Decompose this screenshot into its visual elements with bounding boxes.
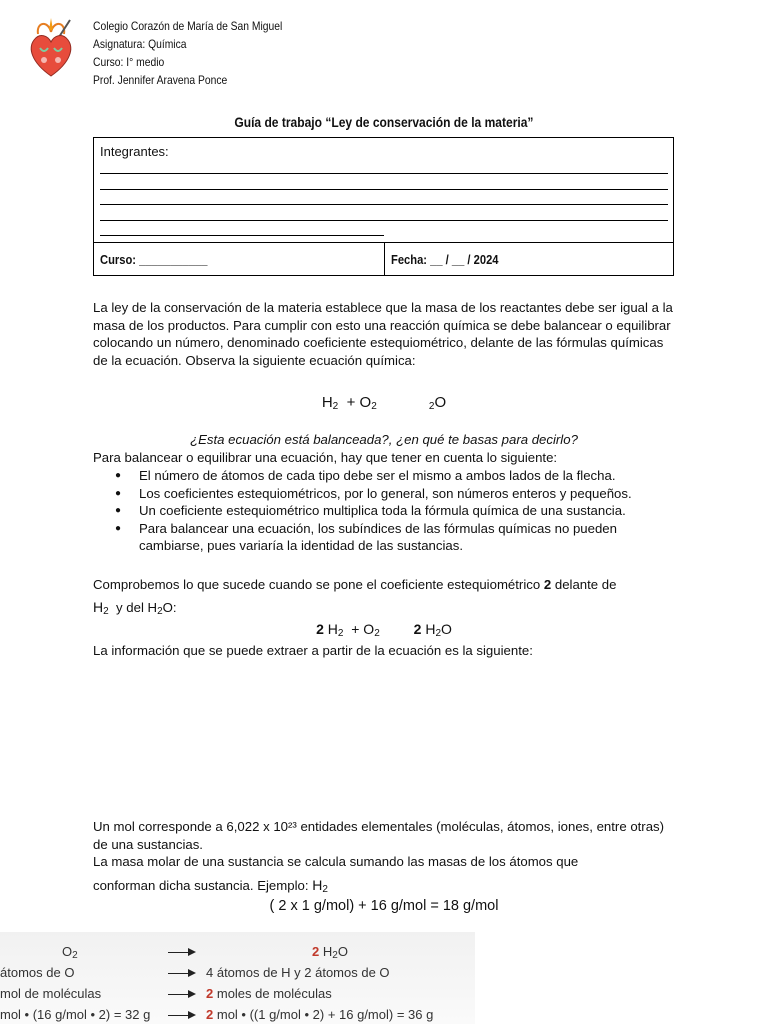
question: ¿Esta ecuación está balanceada?, ¿en qué te basas para decirlo? [190,432,578,447]
figure-right: 2 moles de moléculas [206,986,332,1001]
figure-left: átomos de O [0,965,75,980]
info-paragraph: La información que se puede extraer a partir de la ecuación es la siguiente: [93,643,533,658]
members-line[interactable] [100,189,668,190]
molar-paragraph-2: conforman dicha sustancia. Ejemplo: $H_2$ [93,877,328,895]
equation-figure [0,932,475,1024]
table-divider [384,242,385,275]
members-line[interactable] [100,220,668,221]
arrow-icon [168,994,194,995]
list-item: ● Para balancear una ecuación, los subíndices de las fórmulas químicas no pueden cambiarse, pues variaría la identidad de las sustancias. [115,520,685,555]
arrow-icon [168,973,194,974]
equation-unbalanced: $H_2 + O_2$ $_2$O [321,394,447,412]
figure-right: 2 mol • ((1 g/mol • 2) + 16 g/mol) = 36 g [206,1007,434,1022]
teacher: Prof. Jennifer Aravena Ponce [93,73,228,87]
figure-left: $O_2$ [62,944,78,961]
page-title: Guía de trabajo “Ley de conservación de la materia” [234,114,534,130]
members-table [93,137,674,276]
school-name: Colegio Corazón de María de San Miguel [93,19,283,33]
molar-calculation: ( 2 x 1 g/mol) + 16 g/mol = 18 g/mol [269,898,499,914]
intro-paragraph: La ley de la conservación de la materia establece que la masa de los reactantes debe ser igual a la masa de los productos. Para cumplir con esto una reacción química se debe balancear o equilibrar colocando un número, denominado coeficiente estequiométrico, delante de las fórmulas químicas de la ecuación. Observa la siguiente ecuación química: [93,300,673,368]
equation-balanced: 2 $H_2 + O_2$ 2 $H_2O$ [316,621,452,639]
list-item: ● Un coeficiente estequiométrico multiplica toda la fórmula química de una sustancia. [115,502,685,520]
list-item: ● El número de átomos de cada tipo debe ser el mismo a ambos lados de la flecha. [115,467,685,485]
figure-left: mol de moléculas [0,986,102,1001]
school-logo [26,14,76,80]
molar-paragraph: La masa molar de una sustancia se calcula sumando las masas de los átomos que [93,854,579,869]
rules-intro: Para balancear o equilibrar una ecuación, hay que tener en cuenta lo siguiente: [93,450,558,465]
check-paragraph: Comprobemos lo que sucede cuando se pone el coeficiente estequiométrico 2 delante de $H_2$ y del $H_2O$: [93,577,617,617]
course-field[interactable]: Curso: ___________ [100,252,208,267]
figure-right: 4 átomos de H y 2 átomos de O [206,965,390,980]
rules-list [115,467,685,555]
arrow-icon [168,1015,194,1016]
header-info [93,17,282,89]
list-item: ● Los coeficientes estequiométricos, por lo general, son números enteros y pequeños. [115,485,685,503]
members-line[interactable] [100,204,668,205]
figure-right: 2 $H_2O$ [312,944,348,961]
mol-paragraph: Un mol corresponde a 6,022 x 10²³ entidades elementales (moléculas, átomos, iones, entre otras) de una sustancias. [93,819,665,852]
course: Curso: I° medio [93,55,165,69]
subject: Asignatura: Química [93,37,187,51]
members-label: Integrantes: [100,144,169,159]
date-field[interactable]: Fecha: __ / __ / 2024 [391,252,499,267]
figure-left: mol • (16 g/mol • 2) = 32 g [0,1007,151,1022]
members-line[interactable] [100,235,384,236]
members-line[interactable] [100,173,668,174]
arrow-icon [168,952,194,953]
